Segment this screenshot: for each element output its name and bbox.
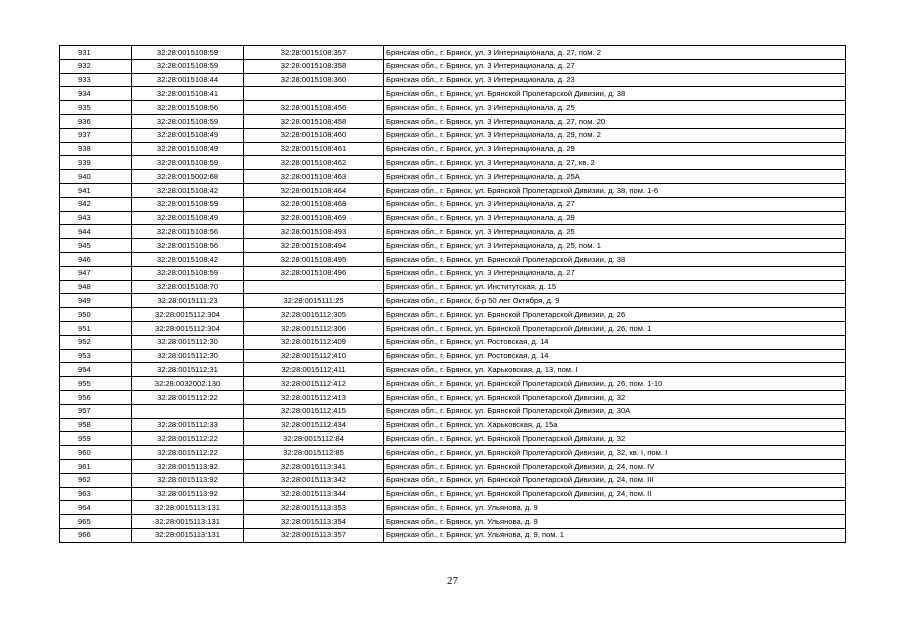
address-cell: Брянская обл., г. Брянск, ул. Брянской Пролетарской Дивизии, д. 38	[384, 252, 846, 266]
row-number-cell: 962	[60, 473, 132, 487]
address-cell: Брянская обл., г. Брянск, ул. Брянской Пролетарской Дивизии, д. 32	[384, 390, 846, 404]
table-row	[60, 418, 846, 432]
cadastral-number-cell: 32:28:0015112:409	[244, 335, 384, 349]
row-number-cell: 956	[60, 390, 132, 404]
cadastral-number-cell: 32:28:0015108:468	[244, 197, 384, 211]
row-number-cell: 947	[60, 266, 132, 280]
address-cell: Брянская обл., г. Брянск, ул. 3 Интернационала, д. 25	[384, 101, 846, 115]
row-number-cell: 949	[60, 294, 132, 308]
row-number-cell: 944	[60, 225, 132, 239]
row-number-cell: 933	[60, 73, 132, 87]
cadastral-number-cell: 32:28:0015108:462	[244, 156, 384, 170]
address-cell: Брянская обл., г. Брянск, ул. Харьковская, д. 15а	[384, 418, 846, 432]
cadastral-number-cell: 32:28:0015108:495	[244, 252, 384, 266]
table-row	[60, 211, 846, 225]
parent-cadastral-number-cell: 32:28:0015112:30	[132, 335, 244, 349]
row-number-cell: 964	[60, 501, 132, 515]
row-number-cell: 938	[60, 142, 132, 156]
row-number-cell: 951	[60, 321, 132, 335]
address-cell: Брянская обл., г. Брянск, ул. 3 Интернационала, д. 29	[384, 142, 846, 156]
cadastral-number-cell: 32:28:0015108:463	[244, 170, 384, 184]
row-number-cell: 937	[60, 128, 132, 142]
table-row	[60, 363, 846, 377]
cadastral-number-cell: 32:28:0015108:469	[244, 211, 384, 225]
address-cell: Брянская обл., г. Брянск, ул. Институтская, д. 15	[384, 280, 846, 294]
parent-cadastral-number-cell: 32:28:0015111:23	[132, 294, 244, 308]
cadastral-number-cell: 32:28:0015112:305	[244, 308, 384, 322]
address-cell: Брянская обл., г. Брянск, ул. 3 Интернационала, д. 27	[384, 197, 846, 211]
table-body	[60, 46, 846, 543]
parent-cadastral-number-cell: 32:28:0015108:49	[132, 142, 244, 156]
parent-cadastral-number-cell: 32:28:0015108:49	[132, 128, 244, 142]
row-number-cell: 936	[60, 114, 132, 128]
cadastral-number-cell: 32:28:0015112:434	[244, 418, 384, 432]
row-number-cell: 957	[60, 404, 132, 418]
parent-cadastral-number-cell: 32:28:0015112:22	[132, 446, 244, 460]
table-row	[60, 432, 846, 446]
parent-cadastral-number-cell: 32:28:0015112:22	[132, 432, 244, 446]
parent-cadastral-number-cell: 32:28:0015113:131	[132, 515, 244, 529]
table-row	[60, 252, 846, 266]
parent-cadastral-number-cell	[132, 404, 244, 418]
table-row	[60, 197, 846, 211]
address-cell: Брянская обл., г. Брянск, ул. Ростовская, д. 14	[384, 349, 846, 363]
cadastral-number-cell: 32:28:0015108:458	[244, 114, 384, 128]
address-cell: Брянская обл., г. Брянск, ул. 3 Интернационала, д. 25	[384, 225, 846, 239]
address-cell: Брянская обл., г. Брянск, ул. 3 Интернационала, д. 23	[384, 73, 846, 87]
cadastral-table	[59, 45, 846, 543]
table-row	[60, 487, 846, 501]
cadastral-number-cell: 32:28:0015108:357	[244, 46, 384, 60]
cadastral-number-cell: 32:28:0015113:344	[244, 487, 384, 501]
table-row	[60, 280, 846, 294]
table-row	[60, 446, 846, 460]
cadastral-number-cell: 32:28:0015108:460	[244, 128, 384, 142]
row-number-cell: 934	[60, 87, 132, 101]
table-row	[60, 170, 846, 184]
row-number-cell: 931	[60, 46, 132, 60]
row-number-cell: 945	[60, 239, 132, 253]
address-cell: Брянская обл., г. Брянск, ул. 3 Интернационала, д. 29	[384, 211, 846, 225]
parent-cadastral-number-cell: 32:28:0015112:22	[132, 390, 244, 404]
parent-cadastral-number-cell: 32:28:0015113:92	[132, 487, 244, 501]
row-number-cell: 940	[60, 170, 132, 184]
table-row	[60, 59, 846, 73]
parent-cadastral-number-cell: 32:28:0015112:33	[132, 418, 244, 432]
cadastral-number-cell: 32:28:0015113:357	[244, 528, 384, 542]
parent-cadastral-number-cell: 32:28:0015108:56	[132, 225, 244, 239]
cadastral-number-cell: 32:28:0015111:25	[244, 294, 384, 308]
parent-cadastral-number-cell: 32:28:0015108:41	[132, 87, 244, 101]
table-row	[60, 308, 846, 322]
parent-cadastral-number-cell: 32:28:0015002:68	[132, 170, 244, 184]
address-cell: Брянская обл., г. Брянск, ул. Ульянова, д. 9	[384, 515, 846, 529]
address-cell: Брянская обл., г. Брянск, ул. Ростовская, д. 14	[384, 335, 846, 349]
address-cell: Брянская обл., г. Брянск, ул. Брянской Пролетарской Дивизии, д. 30А	[384, 404, 846, 418]
address-cell: Брянская обл., г. Брянск, ул. 3 Интернационала, д. 27, пом. 20	[384, 114, 846, 128]
row-number-cell: 943	[60, 211, 132, 225]
row-number-cell: 954	[60, 363, 132, 377]
table-row	[60, 183, 846, 197]
parent-cadastral-number-cell: 32:28:0015108:59	[132, 59, 244, 73]
table-row	[60, 459, 846, 473]
table-row	[60, 239, 846, 253]
parent-cadastral-number-cell: 32:28:0015108:59	[132, 46, 244, 60]
address-cell: Брянская обл., г. Брянск, ул. Брянской Пролетарской Дивизии, д. 24, пом. II	[384, 487, 846, 501]
address-cell: Брянская обл., г. Брянск, ул. 3 Интернационала, д. 27	[384, 59, 846, 73]
address-cell: Брянская обл., г. Брянск, ул. Брянской Пролетарской Дивизии, д. 26, пом. 1-10	[384, 377, 846, 391]
cadastral-number-cell: 32:28:0015112:85	[244, 446, 384, 460]
table-row	[60, 114, 846, 128]
cadastral-number-cell: 32:28:0015108:358	[244, 59, 384, 73]
table-row	[60, 528, 846, 542]
cadastral-number-cell: 32:28:0015112:412	[244, 377, 384, 391]
parent-cadastral-number-cell: 32:28:0015108:59	[132, 114, 244, 128]
parent-cadastral-number-cell: 32:28:0015113:131	[132, 501, 244, 515]
address-cell: Брянская обл., г. Брянск, ул. Ульянова, д. 9	[384, 501, 846, 515]
address-cell: Брянская обл., г. Брянск, ул. 3 Интернационала, д. 27	[384, 266, 846, 280]
cadastral-number-cell: 32:28:0015108:456	[244, 101, 384, 115]
address-cell: Брянская обл., г. Брянск, ул. Брянской Пролетарской Дивизии, д. 38, пом. 1-6	[384, 183, 846, 197]
parent-cadastral-number-cell: 32:28:0015112:31	[132, 363, 244, 377]
parent-cadastral-number-cell: 32:28:0015108:44	[132, 73, 244, 87]
parent-cadastral-number-cell: 32:28:0015113:92	[132, 473, 244, 487]
table-row	[60, 335, 846, 349]
row-number-cell: 946	[60, 252, 132, 266]
row-number-cell: 960	[60, 446, 132, 460]
parent-cadastral-number-cell: 32:28:0015108:56	[132, 101, 244, 115]
row-number-cell: 959	[60, 432, 132, 446]
cadastral-number-cell: 32:28:0015112:411	[244, 363, 384, 377]
parent-cadastral-number-cell: 32:28:0015108:56	[132, 239, 244, 253]
parent-cadastral-number-cell: 32:28:0015112:304	[132, 321, 244, 335]
table-row	[60, 321, 846, 335]
parent-cadastral-number-cell: 32:28:0015108:70	[132, 280, 244, 294]
parent-cadastral-number-cell: 32:28:0015108:42	[132, 183, 244, 197]
address-cell: Брянская обл., г. Брянск, ул. Брянской Пролетарской Дивизии, д. 26	[384, 308, 846, 322]
row-number-cell: 953	[60, 349, 132, 363]
cadastral-number-cell: 32:28:0015108:461	[244, 142, 384, 156]
table-row	[60, 377, 846, 391]
cadastral-number-cell	[244, 87, 384, 101]
address-cell: Брянская обл., г. Брянск, б-р 50 лет Октября, д. 9	[384, 294, 846, 308]
address-cell: Брянская обл., г. Брянск, ул. 3 Интернационала, д. 25А	[384, 170, 846, 184]
table-row	[60, 73, 846, 87]
cadastral-number-cell: 32:28:0015112:410	[244, 349, 384, 363]
row-number-cell: 955	[60, 377, 132, 391]
cadastral-number-cell: 32:28:0015113:342	[244, 473, 384, 487]
row-number-cell: 958	[60, 418, 132, 432]
table-row	[60, 128, 846, 142]
cadastral-number-cell: 32:28:0015112:84	[244, 432, 384, 446]
cadastral-number-cell: 32:28:0015112:413	[244, 390, 384, 404]
parent-cadastral-number-cell: 32:28:0032002:130	[132, 377, 244, 391]
parent-cadastral-number-cell: 32:28:0015112:304	[132, 308, 244, 322]
page-number: 27	[447, 575, 458, 587]
parent-cadastral-number-cell: 32:28:0015113:131	[132, 528, 244, 542]
parent-cadastral-number-cell: 32:28:0015113:92	[132, 459, 244, 473]
table-row	[60, 404, 846, 418]
cadastral-number-cell: 32:28:0015112:306	[244, 321, 384, 335]
table-row	[60, 294, 846, 308]
parent-cadastral-number-cell: 32:28:0015108:49	[132, 211, 244, 225]
address-cell: Брянская обл., г. Брянск, ул. Брянской Пролетарской Дивизии, д. 32, кв. I, пом. I	[384, 446, 846, 460]
table-row	[60, 46, 846, 60]
address-cell: Брянская обл., г. Брянск, ул. Брянской Пролетарской Дивизии, д. 38	[384, 87, 846, 101]
row-number-cell: 948	[60, 280, 132, 294]
row-number-cell: 932	[60, 59, 132, 73]
row-number-cell: 942	[60, 197, 132, 211]
address-cell: Брянская обл., г. Брянск, ул. 3 Интернационала, д. 27, пом. 2	[384, 46, 846, 60]
parent-cadastral-number-cell: 32:28:0015108:59	[132, 156, 244, 170]
address-cell: Брянская обл., г. Брянск, ул. Брянской Пролетарской Дивизии, д. 32	[384, 432, 846, 446]
cadastral-number-cell: 32:28:0015113:354	[244, 515, 384, 529]
row-number-cell: 941	[60, 183, 132, 197]
row-number-cell: 950	[60, 308, 132, 322]
row-number-cell: 966	[60, 528, 132, 542]
row-number-cell: 965	[60, 515, 132, 529]
address-cell: Брянская обл., г. Брянск, ул. 3 Интернационала, д. 25, пом. 1	[384, 239, 846, 253]
cadastral-number-cell: 32:28:0015108:360	[244, 73, 384, 87]
table-row	[60, 225, 846, 239]
row-number-cell: 963	[60, 487, 132, 501]
cadastral-number-cell: 32:28:0015108:494	[244, 239, 384, 253]
cadastral-number-cell: 32:28:0015108:493	[244, 225, 384, 239]
address-cell: Брянская обл., г. Брянск, ул. Ульянова, д. 9, пом. 1	[384, 528, 846, 542]
table-row	[60, 349, 846, 363]
parent-cadastral-number-cell: 32:28:0015112:30	[132, 349, 244, 363]
address-cell: Брянская обл., г. Брянск, ул. 3 Интернационала, д. 27, кв. 2	[384, 156, 846, 170]
cadastral-number-cell: 32:28:0015113:341	[244, 459, 384, 473]
table-row	[60, 101, 846, 115]
cadastral-number-cell: 32:28:0015108:464	[244, 183, 384, 197]
table-row	[60, 501, 846, 515]
address-cell: Брянская обл., г. Брянск, ул. Харьковская, д. 13, пом. I	[384, 363, 846, 377]
table-row	[60, 515, 846, 529]
parent-cadastral-number-cell: 32:28:0015108:42	[132, 252, 244, 266]
address-cell: Брянская обл., г. Брянск, ул. Брянской Пролетарской Дивизии, д. 24, пом. III	[384, 473, 846, 487]
parent-cadastral-number-cell: 32:28:0015108:59	[132, 266, 244, 280]
address-cell: Брянская обл., г. Брянск, ул. Брянской Пролетарской Дивизии, д. 24, пом. IV	[384, 459, 846, 473]
parent-cadastral-number-cell: 32:28:0015108:59	[132, 197, 244, 211]
row-number-cell: 935	[60, 101, 132, 115]
table-row	[60, 473, 846, 487]
table-row	[60, 87, 846, 101]
table-row	[60, 142, 846, 156]
row-number-cell: 952	[60, 335, 132, 349]
cadastral-number-cell	[244, 280, 384, 294]
table-row	[60, 156, 846, 170]
address-cell: Брянская обл., г. Брянск, ул. Брянской Пролетарской Дивизии, д. 26, пом. 1	[384, 321, 846, 335]
cadastral-number-cell: 32:28:0015113:353	[244, 501, 384, 515]
cadastral-number-cell: 32:28:0015112:415	[244, 404, 384, 418]
table-row	[60, 390, 846, 404]
cadastral-number-cell: 32:28:0015108:496	[244, 266, 384, 280]
row-number-cell: 961	[60, 459, 132, 473]
row-number-cell: 939	[60, 156, 132, 170]
address-cell: Брянская обл., г. Брянск, ул. 3 Интернационала, д. 29, пом. 2	[384, 128, 846, 142]
table-row	[60, 266, 846, 280]
